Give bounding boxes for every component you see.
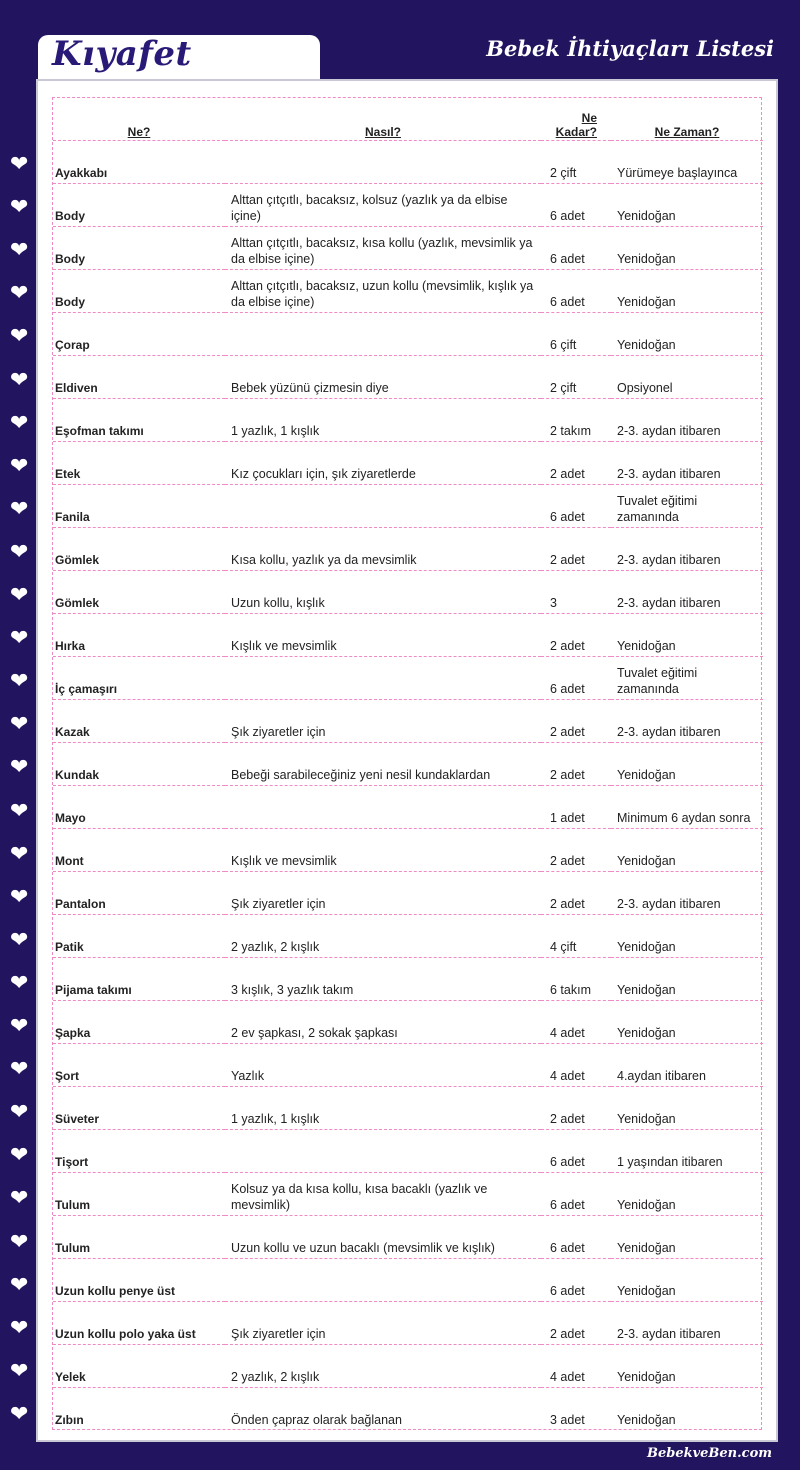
item-timing: Yenidoğan bbox=[611, 1215, 763, 1258]
heart-icon: ❤ bbox=[10, 1401, 29, 1427]
item-timing: 2-3. aydan itibaren bbox=[611, 1301, 763, 1344]
table-row bbox=[53, 140, 763, 183]
item-timing: Tuvalet eğitimi zamanında bbox=[611, 656, 763, 699]
item-description bbox=[225, 656, 541, 699]
item-quantity: 6 adet bbox=[541, 1215, 611, 1258]
table-row bbox=[53, 699, 763, 742]
item-name: Uzun kollu polo yaka üst bbox=[53, 1301, 225, 1344]
checklist-table bbox=[53, 98, 763, 1430]
item-description bbox=[225, 312, 541, 355]
table-row bbox=[53, 1344, 763, 1387]
item-timing: Yenidoğan bbox=[611, 312, 763, 355]
header-nasil: Nasıl? bbox=[225, 98, 541, 140]
table-row bbox=[53, 1301, 763, 1344]
item-name: Tulum bbox=[53, 1215, 225, 1258]
item-name: Şapka bbox=[53, 1000, 225, 1043]
item-quantity: 3 adet bbox=[550, 1413, 585, 1427]
item-name: Hırka bbox=[53, 613, 225, 656]
item-quantity: 6 adet bbox=[541, 484, 611, 527]
table-row bbox=[53, 1129, 763, 1172]
heart-icon: ❤ bbox=[10, 841, 29, 867]
header-ne: Ne? bbox=[53, 98, 225, 140]
heart-icon: ❤ bbox=[10, 970, 29, 996]
heart-icon: ❤ bbox=[10, 1272, 29, 1298]
table-row bbox=[53, 527, 763, 570]
table-row bbox=[53, 226, 763, 269]
item-description bbox=[225, 785, 541, 828]
item-name: Gömlek bbox=[53, 527, 225, 570]
item-name: Süveter bbox=[53, 1086, 225, 1129]
table-row bbox=[53, 828, 763, 871]
heart-icon: ❤ bbox=[10, 367, 29, 393]
item-quantity: 2 çift bbox=[541, 355, 611, 398]
item-quantity: 3 bbox=[541, 570, 611, 613]
heart-icon: ❤ bbox=[10, 1014, 29, 1039]
item-timing: Yenidoğan bbox=[617, 1413, 676, 1427]
heart-icon: ❤ bbox=[10, 1358, 29, 1384]
item-description bbox=[225, 484, 541, 527]
item-timing: Yenidoğan bbox=[611, 1086, 763, 1129]
table-row bbox=[53, 914, 763, 957]
item-name: Ayakkabı bbox=[53, 140, 225, 183]
footer-brand: BebekveBen.com bbox=[646, 1446, 772, 1461]
heart-icon: ❤ bbox=[10, 1186, 29, 1212]
item-quantity: 6 adet bbox=[541, 226, 611, 269]
item-description: Önden çapraz olarak bağlanan bbox=[231, 1413, 402, 1427]
item-description: 1 yazlık, 1 kışlık bbox=[225, 1086, 541, 1129]
item-timing: Yenidoğan bbox=[611, 1172, 763, 1215]
table-row bbox=[53, 1215, 763, 1258]
item-description: Kız çocukları için, şık ziyaretlerde bbox=[225, 441, 541, 484]
heart-icon: ❤ bbox=[10, 669, 29, 695]
heart-icon: ❤ bbox=[10, 927, 29, 953]
item-description bbox=[225, 1258, 541, 1301]
item-quantity: 2 adet bbox=[541, 613, 611, 656]
item-description: Uzun kollu ve uzun bacaklı (mevsimlik ve kışlık) bbox=[225, 1215, 541, 1258]
item-name: Tulum bbox=[53, 1172, 225, 1215]
table-row bbox=[53, 484, 763, 527]
item-description: Alttan çıtçıtlı, bacaksız, kısa kollu (yazlık, mevsimlik ya da elbise içine) bbox=[225, 226, 541, 269]
item-name: Uzun kollu penye üst bbox=[53, 1258, 225, 1301]
table-row bbox=[53, 355, 763, 398]
heart-icon: ❤ bbox=[10, 626, 29, 652]
table-row bbox=[53, 269, 763, 312]
item-name: Kazak bbox=[53, 699, 225, 742]
table-header-row bbox=[53, 98, 763, 140]
table-row bbox=[53, 398, 763, 441]
item-description: Kısa kollu, yazlık ya da mevsimlik bbox=[225, 527, 541, 570]
item-quantity: 6 adet bbox=[541, 183, 611, 226]
item-timing: 2-3. aydan itibaren bbox=[611, 441, 763, 484]
item-timing: Yenidoğan bbox=[611, 914, 763, 957]
list-frame bbox=[52, 97, 762, 1430]
item-timing: Yenidoğan bbox=[611, 613, 763, 656]
heart-icon: ❤ bbox=[10, 453, 29, 479]
item-name: Mont bbox=[53, 828, 225, 871]
item-name: Fanila bbox=[53, 484, 225, 527]
header-ne-zaman: Ne Zaman? bbox=[611, 98, 763, 140]
item-description: Uzun kollu, kışlık bbox=[225, 570, 541, 613]
item-description: Kışlık ve mevsimlik bbox=[225, 828, 541, 871]
heart-icon: ❤ bbox=[10, 1315, 29, 1341]
heart-icon: ❤ bbox=[10, 1057, 29, 1083]
list-card bbox=[36, 79, 778, 1442]
heart-icon: ❤ bbox=[10, 1100, 29, 1126]
item-timing: Yenidoğan bbox=[611, 183, 763, 226]
table-row bbox=[53, 570, 763, 613]
item-timing: Yenidoğan bbox=[611, 1258, 763, 1301]
heart-icon: ❤ bbox=[10, 583, 29, 608]
heart-icon: ❤ bbox=[10, 755, 29, 781]
item-quantity: 2 adet bbox=[541, 742, 611, 785]
item-description: Şık ziyaretler için bbox=[225, 699, 541, 742]
item-quantity: 2 adet bbox=[541, 441, 611, 484]
item-quantity: 2 takım bbox=[541, 398, 611, 441]
item-quantity: 6 takım bbox=[541, 957, 611, 1000]
item-name: Kundak bbox=[53, 742, 225, 785]
item-description: Alttan çıtçıtlı, bacaksız, uzun kollu (mevsimlik, kışlık ya da elbise içine) bbox=[225, 269, 541, 312]
heart-icon: ❤ bbox=[10, 238, 29, 264]
item-quantity: 2 adet bbox=[541, 1301, 611, 1344]
item-timing: Yenidoğan bbox=[611, 828, 763, 871]
heart-icon: ❤ bbox=[10, 152, 29, 177]
heart-icon: ❤ bbox=[10, 195, 29, 221]
item-quantity: 6 adet bbox=[541, 1258, 611, 1301]
item-timing: Yenidoğan bbox=[611, 269, 763, 312]
table-row bbox=[53, 183, 763, 226]
table-row bbox=[53, 441, 763, 484]
item-timing: 2-3. aydan itibaren bbox=[611, 527, 763, 570]
item-name: İç çamaşırı bbox=[53, 656, 225, 699]
item-quantity: 6 çift bbox=[541, 312, 611, 355]
item-name: Çorap bbox=[53, 312, 225, 355]
table-row bbox=[53, 1086, 763, 1129]
item-timing: 1 yaşından itibaren bbox=[611, 1129, 763, 1172]
item-quantity: 4 çift bbox=[541, 914, 611, 957]
item-description: Alttan çıtçıtlı, bacaksız, kolsuz (yazlık ya da elbise içine) bbox=[225, 183, 541, 226]
table-row bbox=[53, 1387, 763, 1430]
item-name: Gömlek bbox=[53, 570, 225, 613]
item-quantity: 2 adet bbox=[541, 699, 611, 742]
table-row bbox=[53, 785, 763, 828]
item-timing: Yenidoğan bbox=[611, 226, 763, 269]
item-description: Bebeği sarabileceğiniz yeni nesil kundaklardan bbox=[225, 742, 541, 785]
item-name: Body bbox=[53, 183, 225, 226]
heart-icon: ❤ bbox=[10, 496, 29, 522]
item-timing: Yürümeye başlayınca bbox=[611, 140, 763, 183]
heart-icon: ❤ bbox=[10, 798, 29, 824]
item-name: Mayo bbox=[53, 785, 225, 828]
item-name: Tişort bbox=[53, 1129, 225, 1172]
item-name: Eşofman takımı bbox=[53, 398, 225, 441]
item-timing: Tuvalet eğitimi zamanında bbox=[611, 484, 763, 527]
table-row bbox=[53, 1172, 763, 1215]
item-description bbox=[225, 140, 541, 183]
item-name: Şort bbox=[53, 1043, 225, 1086]
header-ne-kadar: Ne Kadar? bbox=[541, 98, 611, 140]
table-row bbox=[53, 1258, 763, 1301]
item-timing: Yenidoğan bbox=[611, 1344, 763, 1387]
item-quantity: 2 adet bbox=[541, 527, 611, 570]
item-name: Etek bbox=[53, 441, 225, 484]
item-name: Pijama takımı bbox=[53, 957, 225, 1000]
page-title: Bebek İhtiyaçları Listesi bbox=[486, 36, 774, 61]
heart-icon: ❤ bbox=[10, 324, 29, 350]
table-row bbox=[53, 1000, 763, 1043]
item-name: Zıbın bbox=[55, 1413, 84, 1427]
item-description: Kışlık ve mevsimlik bbox=[225, 613, 541, 656]
item-name: Body bbox=[53, 269, 225, 312]
item-description: 2 yazlık, 2 kışlık bbox=[225, 1344, 541, 1387]
heart-icon: ❤ bbox=[10, 539, 29, 565]
item-timing: Yenidoğan bbox=[611, 1000, 763, 1043]
heart-icon: ❤ bbox=[10, 884, 29, 910]
item-name: Pantalon bbox=[53, 871, 225, 914]
item-name: Body bbox=[53, 226, 225, 269]
item-quantity: 2 adet bbox=[541, 828, 611, 871]
item-description: Bebek yüzünü çizmesin diye bbox=[225, 355, 541, 398]
item-timing: Minimum 6 aydan sonra bbox=[611, 785, 763, 828]
item-quantity: 2 adet bbox=[541, 871, 611, 914]
item-quantity: 4 adet bbox=[541, 1344, 611, 1387]
item-timing: 2-3. aydan itibaren bbox=[611, 570, 763, 613]
table-row bbox=[53, 957, 763, 1000]
table-row bbox=[53, 656, 763, 699]
section-title: Kıyafet bbox=[52, 34, 192, 74]
item-description: 2 yazlık, 2 kışlık bbox=[225, 914, 541, 957]
item-quantity: 6 adet bbox=[541, 656, 611, 699]
item-quantity: 1 adet bbox=[541, 785, 611, 828]
item-quantity: 6 adet bbox=[541, 269, 611, 312]
item-quantity: 4 adet bbox=[541, 1043, 611, 1086]
item-description: Şık ziyaretler için bbox=[225, 1301, 541, 1344]
item-quantity: 4 adet bbox=[541, 1000, 611, 1043]
item-timing: Yenidoğan bbox=[611, 742, 763, 785]
heart-icon: ❤ bbox=[10, 1229, 29, 1255]
item-timing: 4.aydan itibaren bbox=[611, 1043, 763, 1086]
table-row bbox=[53, 1043, 763, 1086]
item-timing: Yenidoğan bbox=[611, 957, 763, 1000]
item-description: 3 kışlık, 3 yazlık takım bbox=[225, 957, 541, 1000]
item-description: 2 ev şapkası, 2 sokak şapkası bbox=[225, 1000, 541, 1043]
heart-icon: ❤ bbox=[10, 712, 29, 738]
item-description: Şık ziyaretler için bbox=[225, 871, 541, 914]
item-name: Eldiven bbox=[53, 355, 225, 398]
item-description: Kolsuz ya da kısa kollu, kısa bacaklı (yazlık ve mevsimlik) bbox=[225, 1172, 541, 1215]
item-description bbox=[225, 1129, 541, 1172]
item-quantity: 2 çift bbox=[541, 140, 611, 183]
item-name: Yelek bbox=[53, 1344, 225, 1387]
item-timing: Opsiyonel bbox=[611, 355, 763, 398]
item-description: Yazlık bbox=[225, 1043, 541, 1086]
table-row bbox=[53, 742, 763, 785]
item-quantity: 2 adet bbox=[541, 1086, 611, 1129]
heart-icon: ❤ bbox=[10, 1143, 29, 1169]
heart-icon: ❤ bbox=[10, 281, 29, 307]
table-row bbox=[53, 613, 763, 656]
item-name: Patik bbox=[53, 914, 225, 957]
item-quantity: 6 adet bbox=[541, 1172, 611, 1215]
item-description: 1 yazlık, 1 kışlık bbox=[225, 398, 541, 441]
item-timing: 2-3. aydan itibaren bbox=[611, 699, 763, 742]
item-timing: 2-3. aydan itibaren bbox=[611, 398, 763, 441]
heart-icon: ❤ bbox=[10, 410, 29, 436]
table-row bbox=[53, 312, 763, 355]
table-row bbox=[53, 871, 763, 914]
item-timing: 2-3. aydan itibaren bbox=[611, 871, 763, 914]
item-quantity: 6 adet bbox=[541, 1129, 611, 1172]
